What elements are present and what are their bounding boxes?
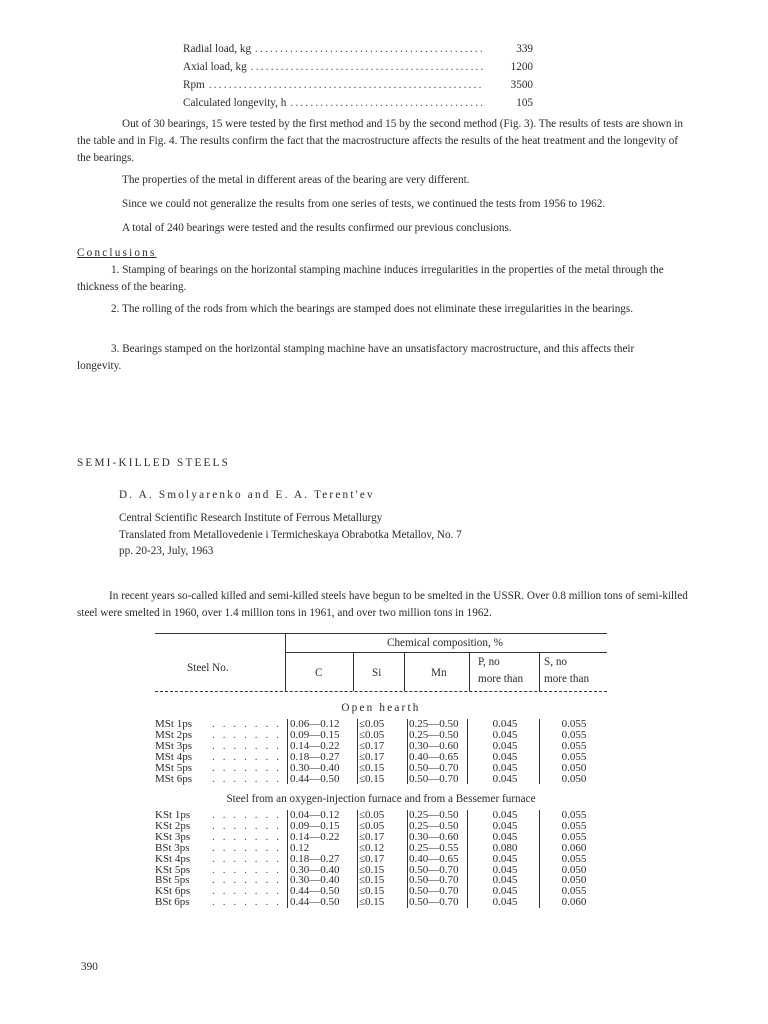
mn-cell: 0.30—0.60 — [409, 739, 459, 752]
mn-cell: 0.25—0.55 — [409, 841, 459, 854]
leader-dots — [290, 97, 483, 109]
leader-dots: . . . . . . . — [212, 874, 282, 887]
conclusion-1: 1. Stamping of bearings on the horizontal stamping machine induces irregularities in the properties of the metal through the thickness of the bearing. — [77, 264, 664, 293]
header-s-top: S, no — [544, 656, 568, 668]
si-cell: ≤0.05 — [359, 718, 385, 730]
column-rule — [467, 719, 468, 784]
parameter-row — [183, 79, 533, 97]
paragraph-total: A total of 240 bearings were tested and the results confirmed our previous conclusions. — [122, 222, 512, 234]
column-rule — [539, 719, 540, 784]
c-cell: 0.06—0.12 — [290, 718, 340, 730]
header-p-top: P, no — [478, 656, 500, 668]
column-rule — [357, 719, 358, 784]
si-cell: ≤0.12 — [359, 841, 385, 854]
s-cell: 0.055 — [561, 885, 587, 898]
p-cell: 0.045 — [492, 750, 518, 763]
leader-dots: . . . . . . . — [212, 809, 282, 821]
s-cell: 0.060 — [561, 896, 587, 909]
c-cell: 0.12 — [290, 841, 310, 854]
si-cell: ≤0.15 — [359, 885, 385, 898]
paragraph-tests: Since we could not generalize the results from one series of tests, we continued the tests from 1956 to 1962. — [122, 198, 606, 210]
c-cell: 0.30—0.40 — [290, 863, 340, 876]
steel-no-cell: BSt 6ps — [155, 896, 190, 909]
leader-dots: . . . . . . . — [212, 841, 282, 854]
si-cell: ≤0.17 — [359, 750, 385, 763]
mn-cell: 0.50—0.70 — [409, 885, 459, 898]
s-cell: 0.055 — [561, 830, 587, 843]
column-rule — [357, 810, 358, 908]
si-cell: ≤0.15 — [359, 772, 385, 785]
leader-dots — [255, 43, 483, 55]
p-cell: 0.045 — [492, 739, 518, 752]
column-rule — [407, 810, 408, 908]
parameter-label: Radial load, kg — [183, 43, 252, 55]
s-cell: 0.055 — [561, 718, 587, 730]
leader-dots: . . . . . . . — [212, 750, 282, 763]
column-rule — [407, 719, 408, 784]
steel-no-cell: KSt 6ps — [155, 885, 191, 898]
mn-cell: 0.50—0.70 — [409, 772, 459, 785]
parameter-list — [183, 43, 533, 115]
leader-dots: . . . . . . . — [212, 718, 282, 730]
s-cell: 0.050 — [561, 863, 587, 876]
parameter-label: Calculated longevity, h — [183, 97, 287, 109]
header-si: Si — [372, 667, 382, 679]
c-cell: 0.14—0.22 — [290, 739, 340, 752]
p-cell: 0.045 — [492, 863, 518, 876]
si-cell: ≤0.15 — [359, 863, 385, 876]
mn-cell: 0.40—0.65 — [409, 750, 459, 763]
article-intro: In recent years so-called killed and semi-killed steels have begun to be smelted in the USSR. Over 0.8 million tons of semi-killed steel were smelted in 1960, over 1.4 million tons in 1961, and over two million tons in 1962. — [77, 590, 688, 619]
steel-no-cell: MSt 5ps — [155, 761, 192, 774]
p-cell: 0.045 — [492, 718, 518, 730]
c-cell: 0.09—0.15 — [290, 819, 340, 832]
parameter-label: Rpm — [183, 79, 205, 91]
paragraph-results: Out of 30 bearings, 15 were tested by the first method and 15 by the second method (Fig. 3). The results of tests are shown in the table and in Fig. 4. The results confirm the fact that the macrostructure affects the results of the heat treatment and the longevity of the bearings. — [77, 118, 683, 164]
p-cell: 0.045 — [492, 885, 518, 898]
mn-cell: 0.50—0.70 — [409, 896, 459, 909]
si-cell: ≤0.15 — [359, 896, 385, 909]
s-cell: 0.055 — [561, 750, 587, 763]
s-cell: 0.055 — [561, 852, 587, 865]
article-title: SEMI-KILLED STEELS — [77, 457, 231, 469]
parameter-row — [183, 43, 533, 61]
p-cell: 0.045 — [492, 819, 518, 832]
si-cell: ≤0.17 — [359, 852, 385, 865]
leader-dots — [251, 61, 483, 73]
leader-dots: . . . . . . . — [212, 819, 282, 832]
c-cell: 0.44—0.50 — [290, 772, 340, 785]
si-cell: ≤0.05 — [359, 728, 385, 741]
leader-dots: . . . . . . . — [212, 739, 282, 752]
steel-no-cell: KSt 5ps — [155, 863, 191, 876]
c-cell: 0.44—0.50 — [290, 885, 340, 898]
conclusion-2: 2. The rolling of the rods from which the bearings are stamped does not eliminate these irregularities in the bearings. — [111, 303, 634, 315]
p-cell: 0.045 — [492, 874, 518, 887]
p-cell: 0.045 — [492, 772, 518, 785]
header-s-bottom: more than — [544, 673, 590, 685]
si-cell: ≤0.17 — [359, 830, 385, 843]
section-oxygen-bessemer: Steel from an oxygen-injection furnace and from a Bessemer furnace — [226, 793, 536, 805]
mn-cell: 0.40—0.65 — [409, 852, 459, 865]
article-affiliation: Central Scientific Research Institute of Ferrous Metallurgy — [119, 512, 383, 524]
column-rule — [287, 810, 288, 908]
mn-cell: 0.50—0.70 — [409, 863, 459, 876]
s-cell: 0.055 — [561, 739, 587, 752]
c-cell: 0.30—0.40 — [290, 761, 340, 774]
column-rule — [539, 810, 540, 908]
header-p-bottom: more than — [478, 673, 524, 685]
steel-no-cell: MSt 2ps — [155, 728, 192, 741]
steel-no-cell: MSt 4ps — [155, 750, 192, 763]
parameter-value: 339 — [516, 43, 533, 55]
si-cell: ≤0.05 — [359, 809, 385, 821]
steel-no-cell: BSt 5ps — [155, 874, 190, 887]
section-open-hearth: Open hearth — [341, 702, 421, 714]
steel-no-cell: MSt 1ps — [155, 718, 192, 730]
steel-no-cell: KSt 1ps — [155, 809, 191, 821]
s-cell: 0.050 — [561, 761, 587, 774]
p-cell: 0.045 — [492, 761, 518, 774]
conclusion-3: 3. Bearings stamped on the horizontal stamping machine have an unsatisfactory macrostructure, and this affects their longevity. — [77, 343, 635, 372]
si-cell: ≤0.17 — [359, 739, 385, 752]
s-cell: 0.050 — [561, 772, 587, 785]
article-authors: D. A. Smolyarenko and E. A. Terent'ev — [119, 489, 375, 501]
column-rule — [287, 719, 288, 784]
p-cell: 0.080 — [492, 841, 518, 854]
leader-dots: . . . . . . . — [212, 772, 282, 785]
p-cell: 0.045 — [492, 830, 518, 843]
c-cell: 0.14—0.22 — [290, 830, 340, 843]
parameter-row — [183, 97, 533, 115]
s-cell: 0.050 — [561, 874, 587, 887]
parameter-value: 105 — [516, 97, 533, 109]
mn-cell: 0.25—0.50 — [409, 809, 459, 821]
mn-cell: 0.25—0.50 — [409, 819, 459, 832]
s-cell: 0.060 — [561, 841, 587, 854]
leader-dots: . . . . . . . — [212, 852, 282, 865]
c-cell: 0.18—0.27 — [290, 852, 340, 865]
column-rule — [467, 810, 468, 908]
mn-cell: 0.50—0.70 — [409, 761, 459, 774]
mn-cell: 0.25—0.50 — [409, 728, 459, 741]
article-pages: pp. 20-23, July, 1963 — [119, 545, 214, 557]
steel-no-cell: KSt 4ps — [155, 852, 191, 865]
header-c: C — [315, 667, 323, 679]
leader-dots: . . . . . . . — [212, 728, 282, 741]
s-cell: 0.055 — [561, 819, 587, 832]
leader-dots: . . . . . . . — [212, 896, 282, 909]
c-cell: 0.09—0.15 — [290, 728, 340, 741]
c-cell: 0.44—0.50 — [290, 896, 340, 909]
mn-cell: 0.30—0.60 — [409, 830, 459, 843]
c-cell: 0.30—0.40 — [290, 874, 340, 887]
p-cell: 0.045 — [492, 809, 518, 821]
steel-no-cell: KSt 3ps — [155, 830, 191, 843]
leader-dots: . . . . . . . — [212, 885, 282, 898]
p-cell: 0.045 — [492, 728, 518, 741]
mn-cell: 0.50—0.70 — [409, 874, 459, 887]
page-number: 390 — [81, 961, 98, 973]
si-cell: ≤0.05 — [359, 819, 385, 832]
steel-no-cell: KSt 2ps — [155, 819, 191, 832]
paragraph-properties: The properties of the metal in different areas of the bearing are very different. — [122, 174, 470, 186]
si-cell: ≤0.15 — [359, 761, 385, 774]
leader-dots: . . . . . . . — [212, 830, 282, 843]
s-cell: 0.055 — [561, 728, 587, 741]
c-cell: 0.04—0.12 — [290, 809, 340, 821]
s-cell: 0.055 — [561, 809, 587, 821]
article-translation-source: Translated from Metallovedenie i Termicheskaya Obrabotka Metallov, No. 7 — [119, 529, 462, 541]
parameter-label: Axial load, kg — [183, 61, 247, 73]
header-chemical-composition: Chemical composition, % — [387, 637, 503, 649]
p-cell: 0.045 — [492, 852, 518, 865]
leader-dots: . . . . . . . — [212, 863, 282, 876]
parameter-row — [183, 61, 533, 79]
steel-no-cell: MSt 6ps — [155, 772, 192, 785]
steel-no-cell: BSt 3ps — [155, 841, 190, 854]
parameter-value: 1200 — [510, 61, 533, 73]
mn-cell: 0.25—0.50 — [409, 718, 459, 730]
si-cell: ≤0.15 — [359, 874, 385, 887]
steel-no-cell: MSt 3ps — [155, 739, 192, 752]
leader-dots: . . . . . . . — [212, 761, 282, 774]
leader-dots — [209, 79, 483, 91]
header-steel-no: Steel No. — [187, 662, 229, 674]
c-cell: 0.18—0.27 — [290, 750, 340, 763]
conclusions-heading: Conclusions — [77, 247, 157, 259]
p-cell: 0.045 — [492, 896, 518, 909]
parameter-value: 3500 — [510, 79, 533, 91]
header-mn: Mn — [431, 667, 447, 679]
